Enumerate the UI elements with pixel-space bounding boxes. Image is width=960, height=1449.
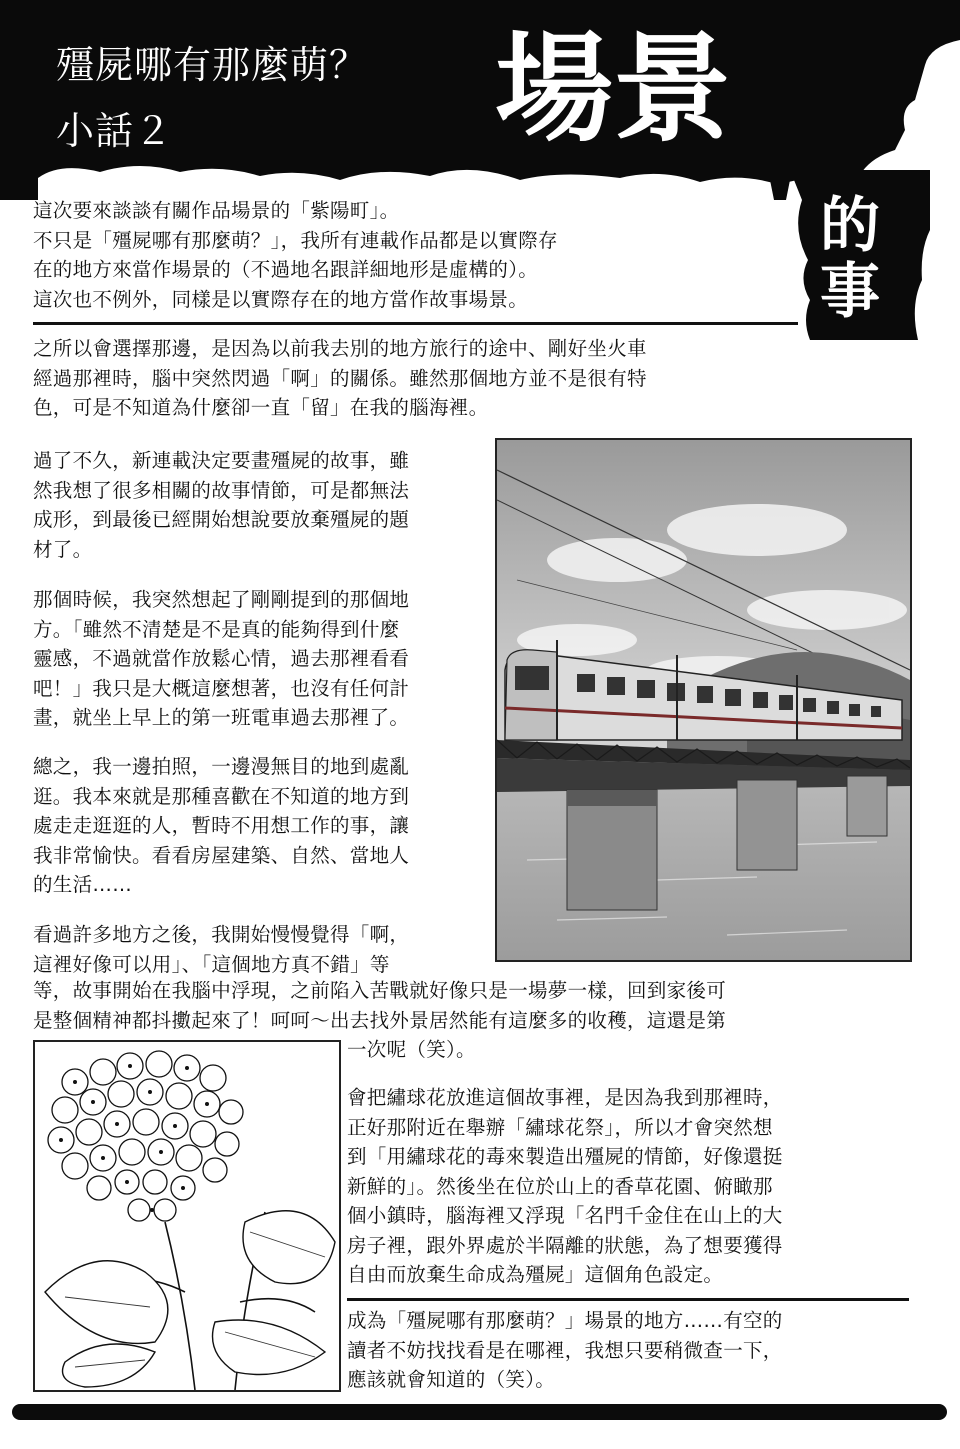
- episode-label: 小話２: [56, 109, 174, 153]
- text-line: 然我想了很多相關的故事情節，可是都無法: [33, 478, 410, 502]
- continuation-tail: [347, 1035, 476, 1065]
- text-line: 逛。我本來就是那種喜歡在不知道的地方到: [33, 784, 410, 808]
- text-line: 之所以會選擇那邊，是因為以前我去別的地方旅行的途中、剛好坐火車: [33, 337, 647, 360]
- text-line: 總之，我一邊拍照，一邊漫無目的地到處亂: [33, 755, 410, 778]
- hydrangea-drawing: [35, 1042, 339, 1390]
- text-line: 等，故事開始在我腦中浮現，之前陷入苦戰就好像只是一場夢一樣，回到家後可: [33, 979, 727, 1002]
- title-side-char-1: 的: [820, 191, 880, 261]
- reason-paragraph: [33, 334, 647, 423]
- text-line: 讀者不妨找找看是在哪裡，我想只要稍微查一下，: [347, 1338, 783, 1362]
- text-line: 自由而放棄生命成為殭屍」這個角色設定。: [347, 1263, 724, 1286]
- hydrangea-illustration: [33, 1040, 341, 1392]
- hydrangea-paragraph: [347, 1083, 783, 1290]
- text-line: 的生活……: [33, 873, 132, 896]
- continuation-paragraph: [33, 976, 726, 1035]
- train-bridge-drawing: [497, 440, 910, 960]
- wandering-paragraph: [33, 752, 409, 900]
- text-line: 成為「殭屍哪有那麼萌？」場景的地方……有空的: [347, 1309, 783, 1332]
- text-line: 到「用繡球花的毒來製造出殭屍的情節，好像還挺: [347, 1145, 783, 1168]
- text-line: 材了。: [33, 537, 93, 561]
- text-line: 房子裡，跟外界處於半隔離的狀態，為了想要獲得: [347, 1233, 783, 1257]
- text-line: 處走走逛逛的人，暫時不用想工作的事，讓: [33, 814, 410, 837]
- text-line: 過了不久，新連載決定要畫殭屍的故事，雖: [33, 449, 410, 472]
- page-title: 場景: [495, 19, 732, 158]
- footer-ink-bar: [12, 1404, 947, 1420]
- train-bridge-illustration: [495, 438, 912, 962]
- inspiration-paragraph: [33, 920, 409, 979]
- text-line: 這次也不例外，同樣是以實際存在的地方當作故事場景。: [33, 287, 529, 311]
- text-line: 成形，到最後已經開始想說要放棄殭屍的題: [33, 508, 410, 531]
- text-line: 經過那裡時，腦中突然閃過「啊」的關係。雖然那個地方並不是很有特: [33, 366, 647, 390]
- text-line: 靈感，不過就當作放鬆心情，過去那裡看看: [33, 647, 410, 670]
- closing-paragraph: [347, 1306, 783, 1395]
- text-line: 在的地方來當作場景的（不過地名跟詳細地形是虛構的）。: [33, 258, 539, 281]
- text-line: 方。「雖然不清楚是不是真的能夠得到什麼: [33, 617, 400, 641]
- title-side-char-2: 事: [820, 257, 880, 327]
- text-line: 這次要來談談有關作品場景的「紫陽町」。: [33, 199, 400, 222]
- text-line: 一次呢（笑）。: [347, 1038, 476, 1061]
- text-line: 新鮮的」。然後坐在位於山上的香草花園、俯瞰那: [347, 1174, 773, 1198]
- text-line: 畫，就坐上早上的第一班電車過去那裡了。: [33, 706, 410, 729]
- first-train-paragraph: [33, 585, 409, 733]
- text-line: 我非常愉快。看看房屋建築、自然、當地人: [33, 843, 410, 867]
- zombie-idea-paragraph: [33, 446, 409, 564]
- series-title: 殭屍哪有那麼萌？: [56, 43, 369, 87]
- text-line: 吧！」我只是大概這麼想著，也沒有任何計: [33, 676, 410, 700]
- text-line: 這裡好像可以用」、「這個地方真不錯」等: [33, 952, 390, 976]
- text-line: 個小鎮時，腦海裡又浮現「名門千金住在山上的大: [347, 1204, 783, 1227]
- section-divider: [347, 1298, 909, 1301]
- text-line: 不只是「殭屍哪有那麼萌？」，我所有連載作品都是以實際存: [33, 228, 558, 252]
- text-line: 色，可是不知道為什麼卻一直「留」在我的腦海裡。: [33, 396, 489, 419]
- text-line: 那個時候，我突然想起了剛剛提到的那個地: [33, 588, 410, 611]
- text-line: 應該就會知道的（笑）。: [347, 1368, 556, 1391]
- text-line: 看過許多地方之後，我開始慢慢覺得「啊，: [33, 923, 410, 946]
- text-line: 正好那附近在舉辦「繡球花祭」，所以才會突然想: [347, 1115, 773, 1139]
- section-divider: [33, 322, 798, 325]
- text-line: 會把繡球花放進這個故事裡，是因為我到那裡時，: [347, 1086, 783, 1109]
- intro-paragraph: [33, 196, 558, 314]
- text-line: 是整個精神都抖擻起來了！呵呵～出去找外景居然能有這麼多的收穫，這還是第: [33, 1008, 727, 1032]
